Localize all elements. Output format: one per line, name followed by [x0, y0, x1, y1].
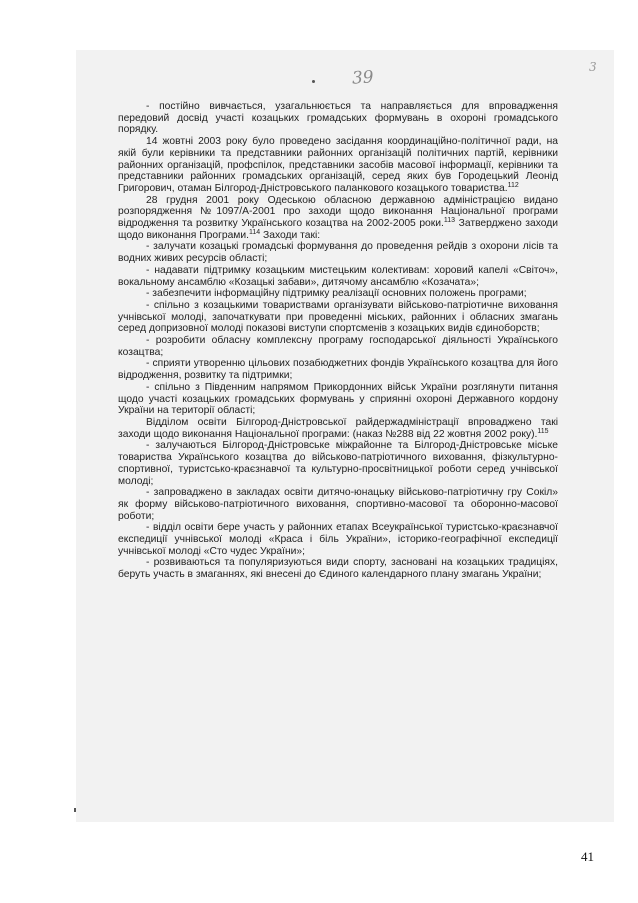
list-item [118, 487, 558, 522]
list-item [118, 382, 558, 417]
list-item-text: - відділ освіти бере участь у районних етапах Всеукраїнської туристсько-краєзнавчої експедиції учнівської молоді «Краса і біль України», історико-географічної експедиції учнівської молоді «Сто чудес України»; [118, 522, 558, 557]
list-item [118, 557, 558, 580]
handwritten-page-number: 39 [351, 67, 375, 89]
paragraph-text: Відділом освіти Білгород-Дністровської райдержадміністрації впроваджено такі заходи щодо виконання Національної програми: (наказ №288 від 22 жовтня 2002 року). [118, 416, 558, 440]
list-item-text: - розвиваються та популяризуються види спорту, засновані на козацьких традиціях, беруть участь в змаганнях, які внесені до Єдиного календарного плану змагань України; [118, 557, 558, 581]
footnote-ref: 113 [443, 217, 456, 225]
list-item-text: - забезпечити інформаційну підтримку реалізації основних положень програми; [146, 288, 527, 300]
list-item [118, 522, 558, 557]
footnote-ref: 114 [249, 228, 261, 236]
list-item-text: - залучати козацькі громадські формування до проведення рейдів з охорони лісів та водних живих ресурсів області; [118, 241, 558, 265]
paragraph-text: - постійно вивчається, узагальнюється та направляється для впровадження передовий досвід участі козацьких громадських формувань в охороні громадського порядку. [118, 101, 558, 136]
paragraph-text: 14 жовтні 2003 року було проведено засідання координаційно-політичної ради, на якій були керівники та представники районних організацій політичних партій, керівники районних організацій, профспілок, представники засобів масової інформації, керівники та представники районних громадських організацій, серед яких був Городецький Леонід Григорович, отаман Білгород-Дністровського паланкового козацького товариства. [118, 136, 558, 194]
paragraph [118, 136, 558, 195]
list-item-text: - розробити обласну комплексну програму господарської діяльності Українського козацтва; [118, 335, 558, 358]
list-item-text: - запроваджено в закладах освіти дитячо-юнацьку військово-патріотичну гру Сокіл» як форму військово-патріотичного виховання, спортивно-масової та оборонно-масової роботи; [118, 487, 558, 522]
paragraph-text: 28 грудня 2001 року Одеською обласною державною адміністрацією видано розпорядження №1097/А-2001 про заходи щодо виконання Національної програми відродження та розвитку Українського козацтва на 2002-2005 роки. [118, 194, 558, 230]
scan-speck [312, 80, 315, 83]
scan-edge-mark [74, 808, 76, 812]
list-item-text: - спільно з Південним напрямом Прикордонних військ України розглянути питання щодо участі козацьких громадських формувань у сприянні охороні Державного кордону України на території області; [118, 381, 558, 417]
list-item [118, 300, 558, 335]
page-number: 41 [581, 849, 594, 864]
footnote-ref: 115 [537, 427, 549, 435]
list-item [118, 288, 558, 300]
paragraph [118, 417, 558, 440]
list-item [118, 265, 558, 288]
list-item [118, 440, 558, 487]
paragraph [118, 195, 558, 242]
corner-mark: 3 [589, 60, 597, 74]
list-item-text: - сприяти утворенню цільових позабюджетних фондів Українського козацтва для його відродження, розвитку та підтримки; [118, 358, 558, 382]
body-text [118, 101, 558, 581]
list-item [118, 241, 558, 264]
list-item-text: - залучаються Білгород-Дністровське міжрайонне та Білгород-Дністровське міське товариства Українського козацтва до військово-патріотичного виховання, фізкультурно-спортивної, туристсько-краєзнавчої та культурно-просвітницької роботи серед учнівської молоді; [118, 440, 558, 487]
paragraph-text: Заходи такі: [260, 229, 321, 241]
list-item [118, 358, 558, 381]
list-item [118, 335, 558, 358]
paragraph-text: Затверджено заходи щодо виконання Програми. [118, 218, 558, 241]
footnote-ref: 112 [507, 181, 519, 189]
list-item-text: - спільно з козацькими товариствами організувати військово-патріотичне виховання учнівської молоді, започаткувати при проведенні міських, районних і обласних змагань серед допризовної молоді показові виступи спортсменів з козацьких видів єдиноборств; [118, 299, 558, 335]
paragraph [118, 101, 558, 136]
list-item-text: - надавати підтримку козацьким мистецьким колективам: хоровий капелі «Світоч», вокальному ансамблю «Козацькі забави», дитячому ансамблю «Козачата»; [118, 264, 558, 288]
